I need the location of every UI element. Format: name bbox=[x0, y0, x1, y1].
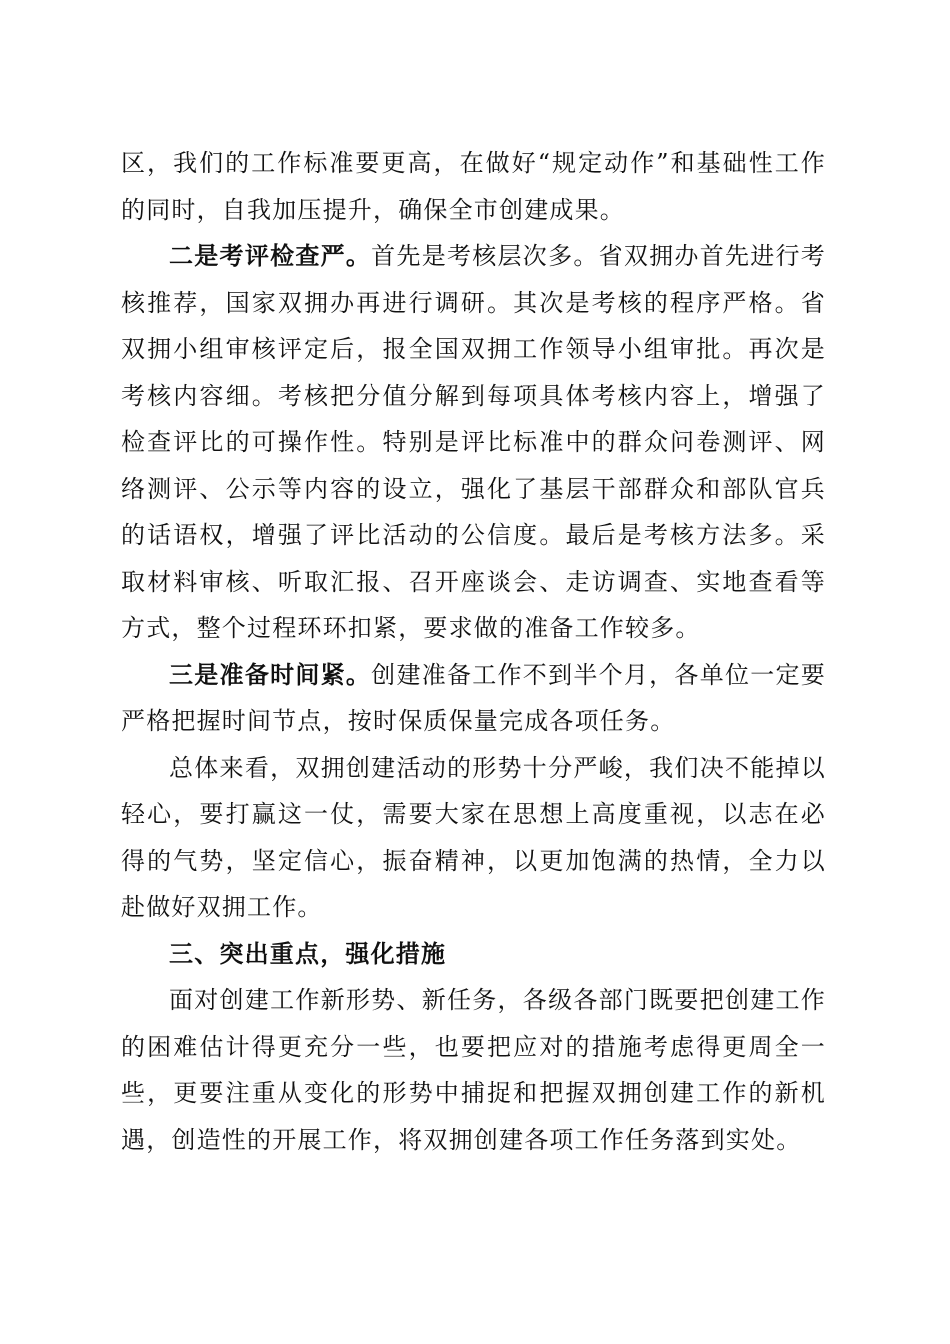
paragraph-text: 面对创建工作新形势、新任务，各级各部门既要把创建工作的困难估计得更充分一些，也要把应对的措施考虑得更周全一些，更要注重从变化的形势中捕捉和把握双拥创建工作的新机遇，创造性的开展工作，将双拥创建各项工作任务落到实处。 bbox=[121, 986, 826, 1154]
paragraph-lead: 三是准备时间紧。 bbox=[169, 659, 372, 689]
document-body bbox=[121, 140, 826, 1163]
section-paragraph bbox=[121, 977, 826, 1163]
paragraph-text: 总体来看，双拥创建活动的形势十分严峻，我们决不能掉以轻心，要打赢这一仗，需要大家在思想上高度重视，以志在必得的气势，坚定信心，振奋精神，以更加饱满的热情，全力以赴做好双拥工作。 bbox=[121, 753, 826, 921]
paragraph-text: 首先是考核层次多。省双拥办首先进行考核推荐，国家双拥办再进行调研。其次是考核的程序严格。省双拥小组审核评定后，报全国双拥工作领导小组审批。再次是考核内容细。考核把分值分解到每项具体考核内容上，增强了检查评比的可操作性。特别是评比标准中的群众问卷测评、网络测评、公示等内容的设立，强化了基层干部群众和部队官兵的话语权，增强了评比活动的公信度。最后是考核方法多。采取材料审核、听取汇报、召开座谈会、走访调查、实地查看等方式，整个过程环环扣紧，要求做的准备工作较多。 bbox=[121, 242, 826, 642]
paragraph-lead: 二是考评检查严。 bbox=[169, 241, 372, 270]
section-heading: 三、突出重点，强化措施 bbox=[169, 939, 447, 968]
paragraph-text: 区，我们的工作标准要更高，在做好“规定动作”和基础性工作的同时，自我加压提升，确保全市创建成果。 bbox=[121, 149, 826, 224]
paragraph-continuation bbox=[121, 140, 826, 233]
paragraph-evaluation bbox=[121, 233, 826, 652]
paragraph-summary bbox=[121, 745, 826, 931]
paragraph-text: 创建准备工作不到半个月，各单位一定要严格把握时间节点，按时保质保量完成各项任务。 bbox=[121, 660, 826, 735]
paragraph-timeline bbox=[121, 652, 826, 745]
